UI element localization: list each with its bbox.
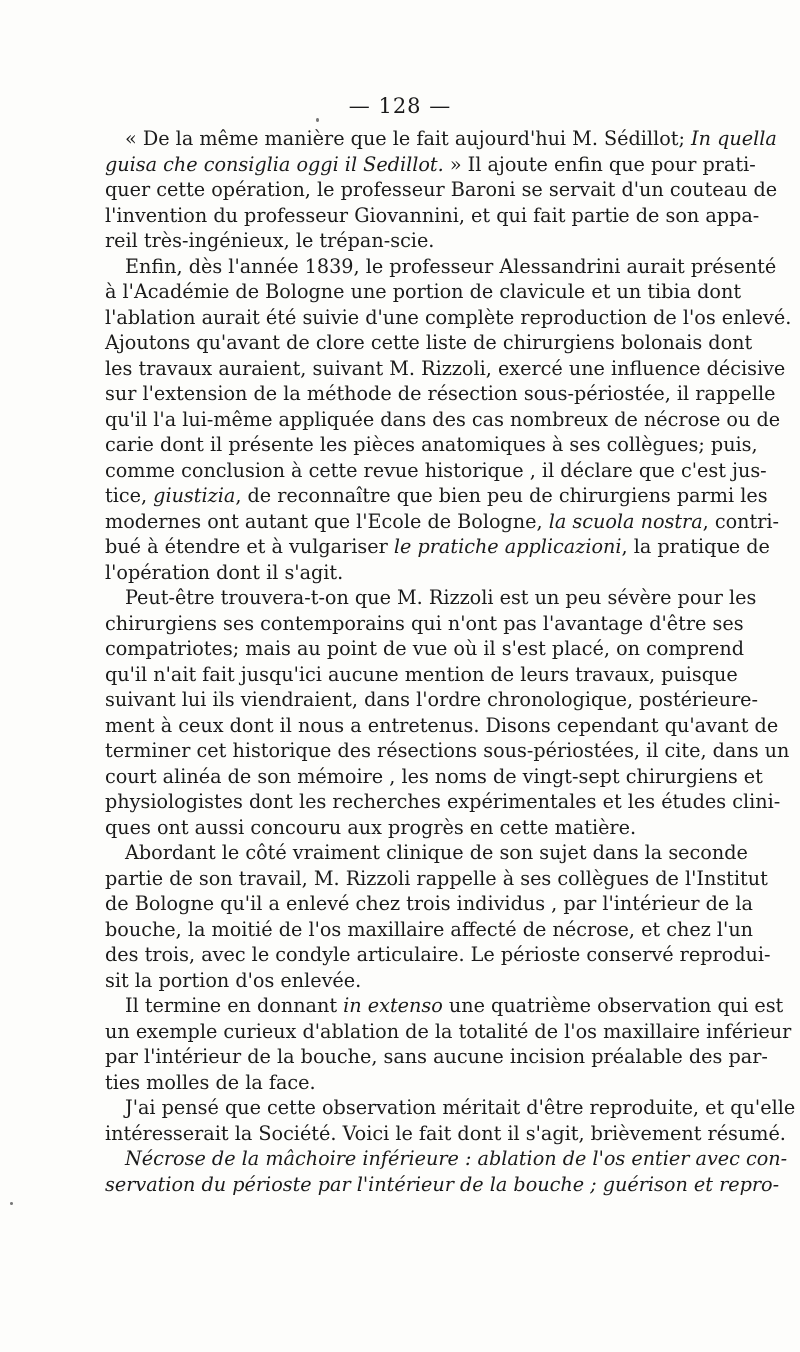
paragraph — [105, 1146, 788, 1197]
text-line — [105, 1146, 788, 1172]
text-line — [105, 891, 753, 917]
text-line — [105, 407, 781, 433]
paragraph — [105, 840, 771, 993]
text-run: un exemple curieux d'ablation de la totalité de l'os maxillaire inférieur — [105, 1019, 792, 1043]
italic-phrase: guisa che consiglia oggi il Sedillot. — [105, 152, 444, 176]
text-run: une quatrième observation qui est — [442, 994, 784, 1017]
italic-phrase: servation du périoste par l'intérieur de la bouche ; guérison et repro- — [105, 1172, 780, 1196]
text-run: compatriotes; mais au point de vue où il s'est placé, on comprend — [105, 637, 745, 660]
text-run: sur l'extension de la méthode de résection sous-périostée, il rappelle — [105, 382, 776, 405]
text-line — [105, 713, 779, 739]
text-line — [105, 458, 767, 484]
text-run: physiologistes dont les recherches expérimentales et les études clini- — [105, 790, 781, 813]
text-line — [105, 636, 745, 662]
italic-phrase: In quella — [691, 127, 777, 150]
text-line — [105, 203, 760, 229]
page-number: — 128 — — [348, 94, 452, 118]
text-line — [105, 764, 763, 790]
text-line — [105, 152, 756, 178]
text-line — [105, 840, 748, 866]
text-run: les travaux auraient, suivant M. Rizzoli, exercé une influence décisive — [105, 356, 786, 380]
text-line — [105, 866, 768, 892]
text-run: , contri- — [702, 509, 780, 533]
italic-phrase: in extenso — [343, 994, 443, 1017]
text-run: Abordant le côté vraiment clinique de son sujet dans la seconde — [125, 841, 748, 864]
text-run: partie de son travail, M. Rizzoli rappelle à ses collègues de l'Institut — [105, 866, 768, 890]
paragraph — [105, 1095, 796, 1146]
text-run: l'invention du professeur Giovannini, et qui fait partie de son appa- — [105, 203, 760, 227]
text-line — [105, 1019, 792, 1045]
print-speck — [10, 1202, 13, 1205]
text-line — [105, 1121, 786, 1147]
text-line — [105, 279, 742, 305]
italic-phrase: Nécrose de la mâchoire inférieure : ablation de l'os entier avec con- — [125, 1147, 788, 1170]
text-run: l'ablation aurait été suivie d'une complète reproduction de l'os enlevé. — [105, 305, 792, 329]
text-line — [105, 381, 776, 407]
body-text — [105, 126, 796, 1197]
text-line — [105, 738, 790, 764]
text-run: ties molles de la face. — [105, 1070, 316, 1094]
text-run: modernes ont autant que l'Ecole de Bologne, — [105, 509, 549, 533]
text-line — [105, 687, 758, 713]
text-line — [105, 228, 729, 254]
text-run: suivant lui ils viendraient, dans l'ordre chronologique, postérieure- — [105, 688, 758, 711]
text-run: qu'il n'ait fait jusqu'ici aucune mention de leurs travaux, puisque — [105, 662, 738, 686]
text-line — [105, 662, 738, 688]
text-line — [105, 126, 777, 152]
text-line — [105, 254, 777, 280]
text-run: carie dont il présente les pièces anatomiques à ses collègues; puis, — [105, 433, 758, 456]
paragraph — [105, 126, 778, 254]
text-run: intéresserait la Société. Voici le fait dont il s'agit, brièvement résumé. — [105, 1121, 786, 1145]
text-line — [105, 177, 778, 203]
text-line — [105, 789, 781, 815]
text-line — [105, 917, 754, 943]
text-run: ques ont aussi concouru aux progrès en cette matière. — [105, 815, 637, 839]
text-run: des trois, avec le condyle articulaire. Le périoste conservé reprodui- — [105, 943, 771, 966]
text-line — [105, 1172, 780, 1198]
text-run: ment à ceux dont il nous a entretenus. Disons cependant qu'avant de — [105, 713, 779, 737]
text-line — [105, 330, 753, 356]
text-run: reil très-ingénieux, le trépan-scie. — [105, 229, 435, 252]
text-run: à l'Académie de Bologne une portion de clavicule et un tibia dont — [105, 280, 742, 303]
text-line — [105, 1095, 796, 1121]
text-run: terminer cet historique des résections sous-périostées, il cite, dans un — [105, 739, 790, 762]
text-run: qu'il l'a lui-même appliquée dans des cas nombreux de nécrose ou de — [105, 407, 781, 431]
text-line — [105, 993, 784, 1019]
text-line — [105, 483, 768, 509]
text-run: Il termine en donnant — [125, 994, 344, 1017]
text-run: , de reconnaître que bien peu de chirurgiens parmi les — [235, 484, 768, 507]
text-run: de Bologne qu'il a enlevé chez trois individus , par l'intérieur de la — [105, 892, 753, 915]
text-line — [105, 815, 729, 841]
text-run: Ajoutons qu'avant de clore cette liste de chirurgiens bolonais dont — [105, 331, 753, 354]
text-line — [105, 560, 729, 586]
text-line — [105, 356, 786, 382]
text-line — [105, 942, 771, 968]
text-run: tice, — [105, 484, 154, 507]
text-run: Peut-être trouvera-t-on que M. Rizzoli est un peu sévère pour les — [125, 586, 757, 609]
text-line — [105, 534, 770, 560]
paragraph — [105, 585, 790, 840]
text-run: sit la portion d'os enlevée. — [105, 968, 362, 992]
text-run: Enfin, dès l'année 1839, le professeur Alessandrini aurait présenté — [125, 254, 777, 278]
text-line — [105, 432, 758, 458]
text-run: , la pratique de — [621, 535, 770, 558]
text-run: » Il ajoute enfin que pour prati- — [443, 152, 756, 176]
text-run: bouche, la moitié de l'os maxillaire affecté de nécrose, et chez l'un — [105, 917, 754, 941]
text-run: chirurgiens ses contemporains qui n'ont pas l'avantage d'être ses — [105, 611, 744, 635]
text-run: quer cette opération, le professeur Baroni se servait d'un couteau de — [105, 178, 778, 201]
print-speck — [316, 118, 319, 122]
text-line — [105, 1044, 768, 1070]
text-line — [105, 305, 792, 331]
italic-phrase: la scuola nostra — [548, 509, 703, 533]
text-run: par l'intérieur de la bouche, sans aucune incision préalable des par- — [105, 1045, 768, 1068]
paragraph — [105, 993, 792, 1095]
text-line — [105, 968, 729, 994]
text-line — [105, 1070, 729, 1096]
text-run: l'opération dont il s'agit. — [105, 560, 344, 584]
italic-phrase: le pratiche applicazioni — [393, 535, 622, 558]
text-run: court alinéa de son mémoire , les noms de vingt-sept chirurgiens et — [105, 764, 763, 788]
paragraph — [105, 254, 792, 586]
italic-phrase: giustizia — [153, 484, 236, 507]
text-line — [105, 611, 744, 637]
text-run: bué à étendre et à vulgariser — [105, 535, 394, 558]
text-line — [105, 509, 780, 535]
text-line — [105, 585, 757, 611]
text-run: « De la même manière que le fait aujourd'hui M. Sédillot; — [125, 127, 692, 150]
text-run: comme conclusion à cette revue historique , il déclare que c'est jus- — [105, 458, 767, 482]
text-run: J'ai pensé que cette observation méritait d'être reproduite, et qu'elle — [125, 1096, 796, 1119]
